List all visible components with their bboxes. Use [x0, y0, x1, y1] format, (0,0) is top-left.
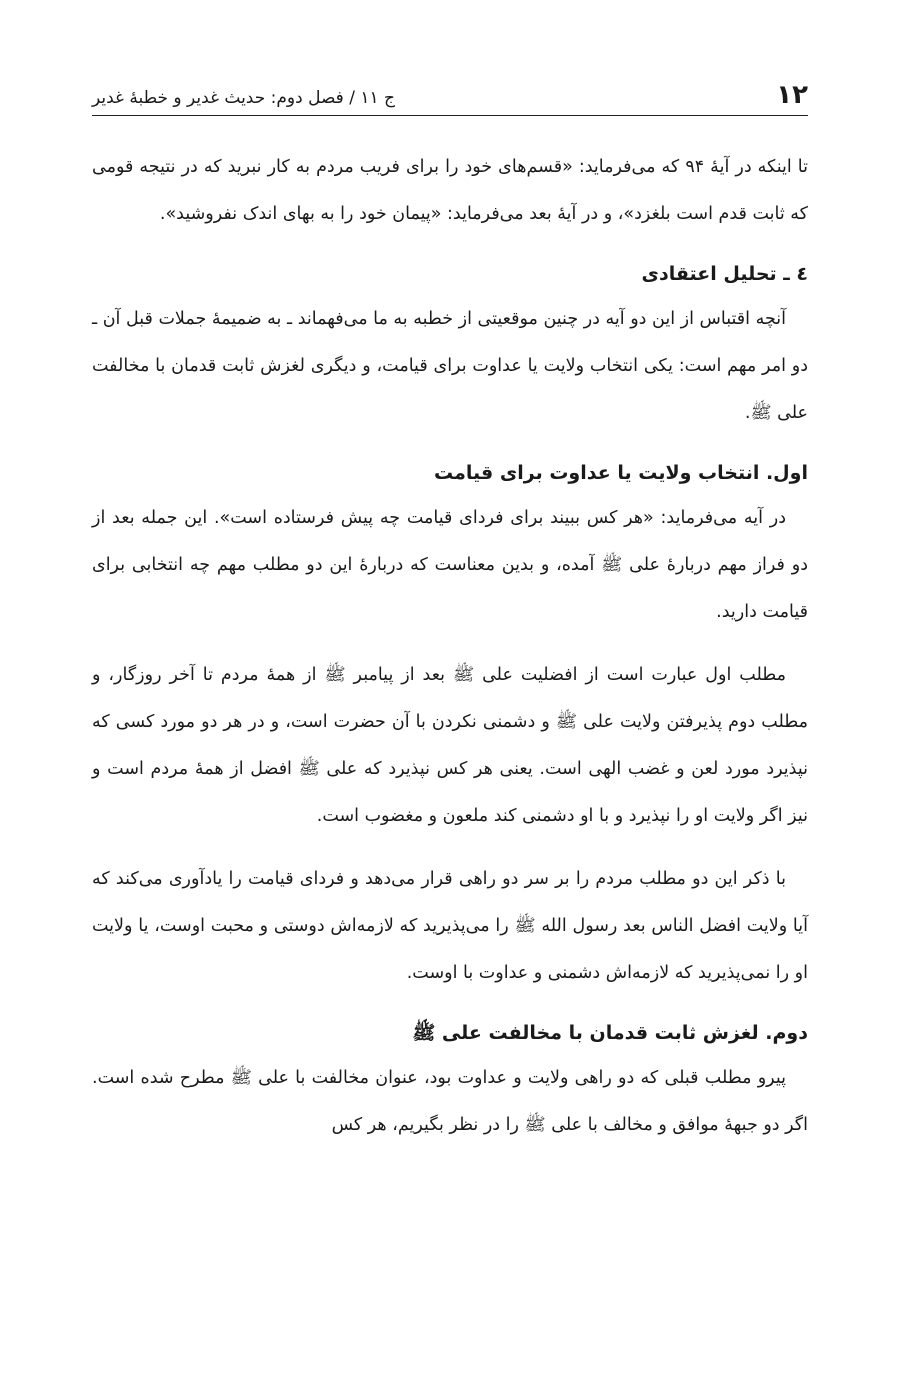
section-heading-doctrinal-analysis: ٤ ـ تحلیل اعتقادی: [641, 263, 808, 285]
paragraph-second: پیرو مطلب قبلی که دو راهی ولایت و عداوت بود، عنوان مخالفت با علی ﷺ مطرح شده است. اگر دو جبههٔ موافق و مخالف با علی ﷺ را در نظر بگیریم، هر کس: [92, 1068, 808, 1135]
page-number: ۱۲: [776, 80, 808, 110]
running-header: [92, 70, 808, 116]
paragraph-first-a: در آیه می‌فرماید: «هر کس ببیند برای فردای قیامت چه پیش فرستاده است». این جمله بعد از دو فراز مهم دربارهٔ علی ﷺ آمده، و بدین معناست که دربارهٔ این دو مطلب مهم چه انتخابی برای قیامت دارید.: [92, 508, 808, 622]
paragraph-first-b: مطلب اول عبارت است از افضلیت علی ﷺ بعد از پیامبر ﷺ از همهٔ مردم تا آخر روزگار، و مطلب دوم پذیرفتن ولایت علی ﷺ و دشمنی نکردن با آن حضرت است، و در هر دو مورد کسی که نپذیرد مورد لعن و غضب الهی است. یعنی هر کس نپذیرد که علی ﷺ افضل از همهٔ مردم است و نیز اگر ولایت او را نپذیرد و با او دشمنی کند ملعون و مغضوب است.: [92, 665, 808, 826]
subheading-first: اول. انتخاب ولایت یا عداوت برای قیامت: [434, 462, 808, 484]
page-body: [92, 144, 808, 1149]
running-header-title: ج ۱۱ / فصل دوم: حدیث غدیر و خطبهٔ غدیر: [92, 88, 396, 108]
paragraph-intro: تا اینکه در آیهٔ ۹۴ که می‌فرماید: «قسم‌های خود را برای فریب مردم به کار نبرید که در نتیجه قومی که ثابت قدم است بلغزد»، و در آیهٔ بعد می‌فرماید: «پیمان خود را به بهای اندک نفروشید».: [92, 157, 808, 224]
paragraph-first-c: با ذکر این دو مطلب مردم را بر سر دو راهی قرار می‌دهد و فردای قیامت را یادآوری می‌کند که آیا ولایت افضل الناس بعد رسول الله ﷺ را می‌پذیرید که لازمه‌اش دوستی و محبت اوست، یا ولایت او را نمی‌پذیرید که لازمه‌اش دشمنی و عداوت با اوست.: [92, 869, 808, 983]
paragraph-doctrinal-analysis: آنچه اقتباس از این دو آیه در چنین موقعیتی از خطبه به ما می‌فهماند ـ به ضمیمهٔ جملات قبل آن ـ دو امر مهم است: یکی انتخاب ولایت یا عداوت برای قیامت، و دیگری لغزش ثابت قدمان با مخالفت علی ﷺ.: [92, 309, 808, 423]
subheading-second: دوم. لغزش ثابت قدمان با مخالفت علی ﷺ: [412, 1022, 808, 1044]
